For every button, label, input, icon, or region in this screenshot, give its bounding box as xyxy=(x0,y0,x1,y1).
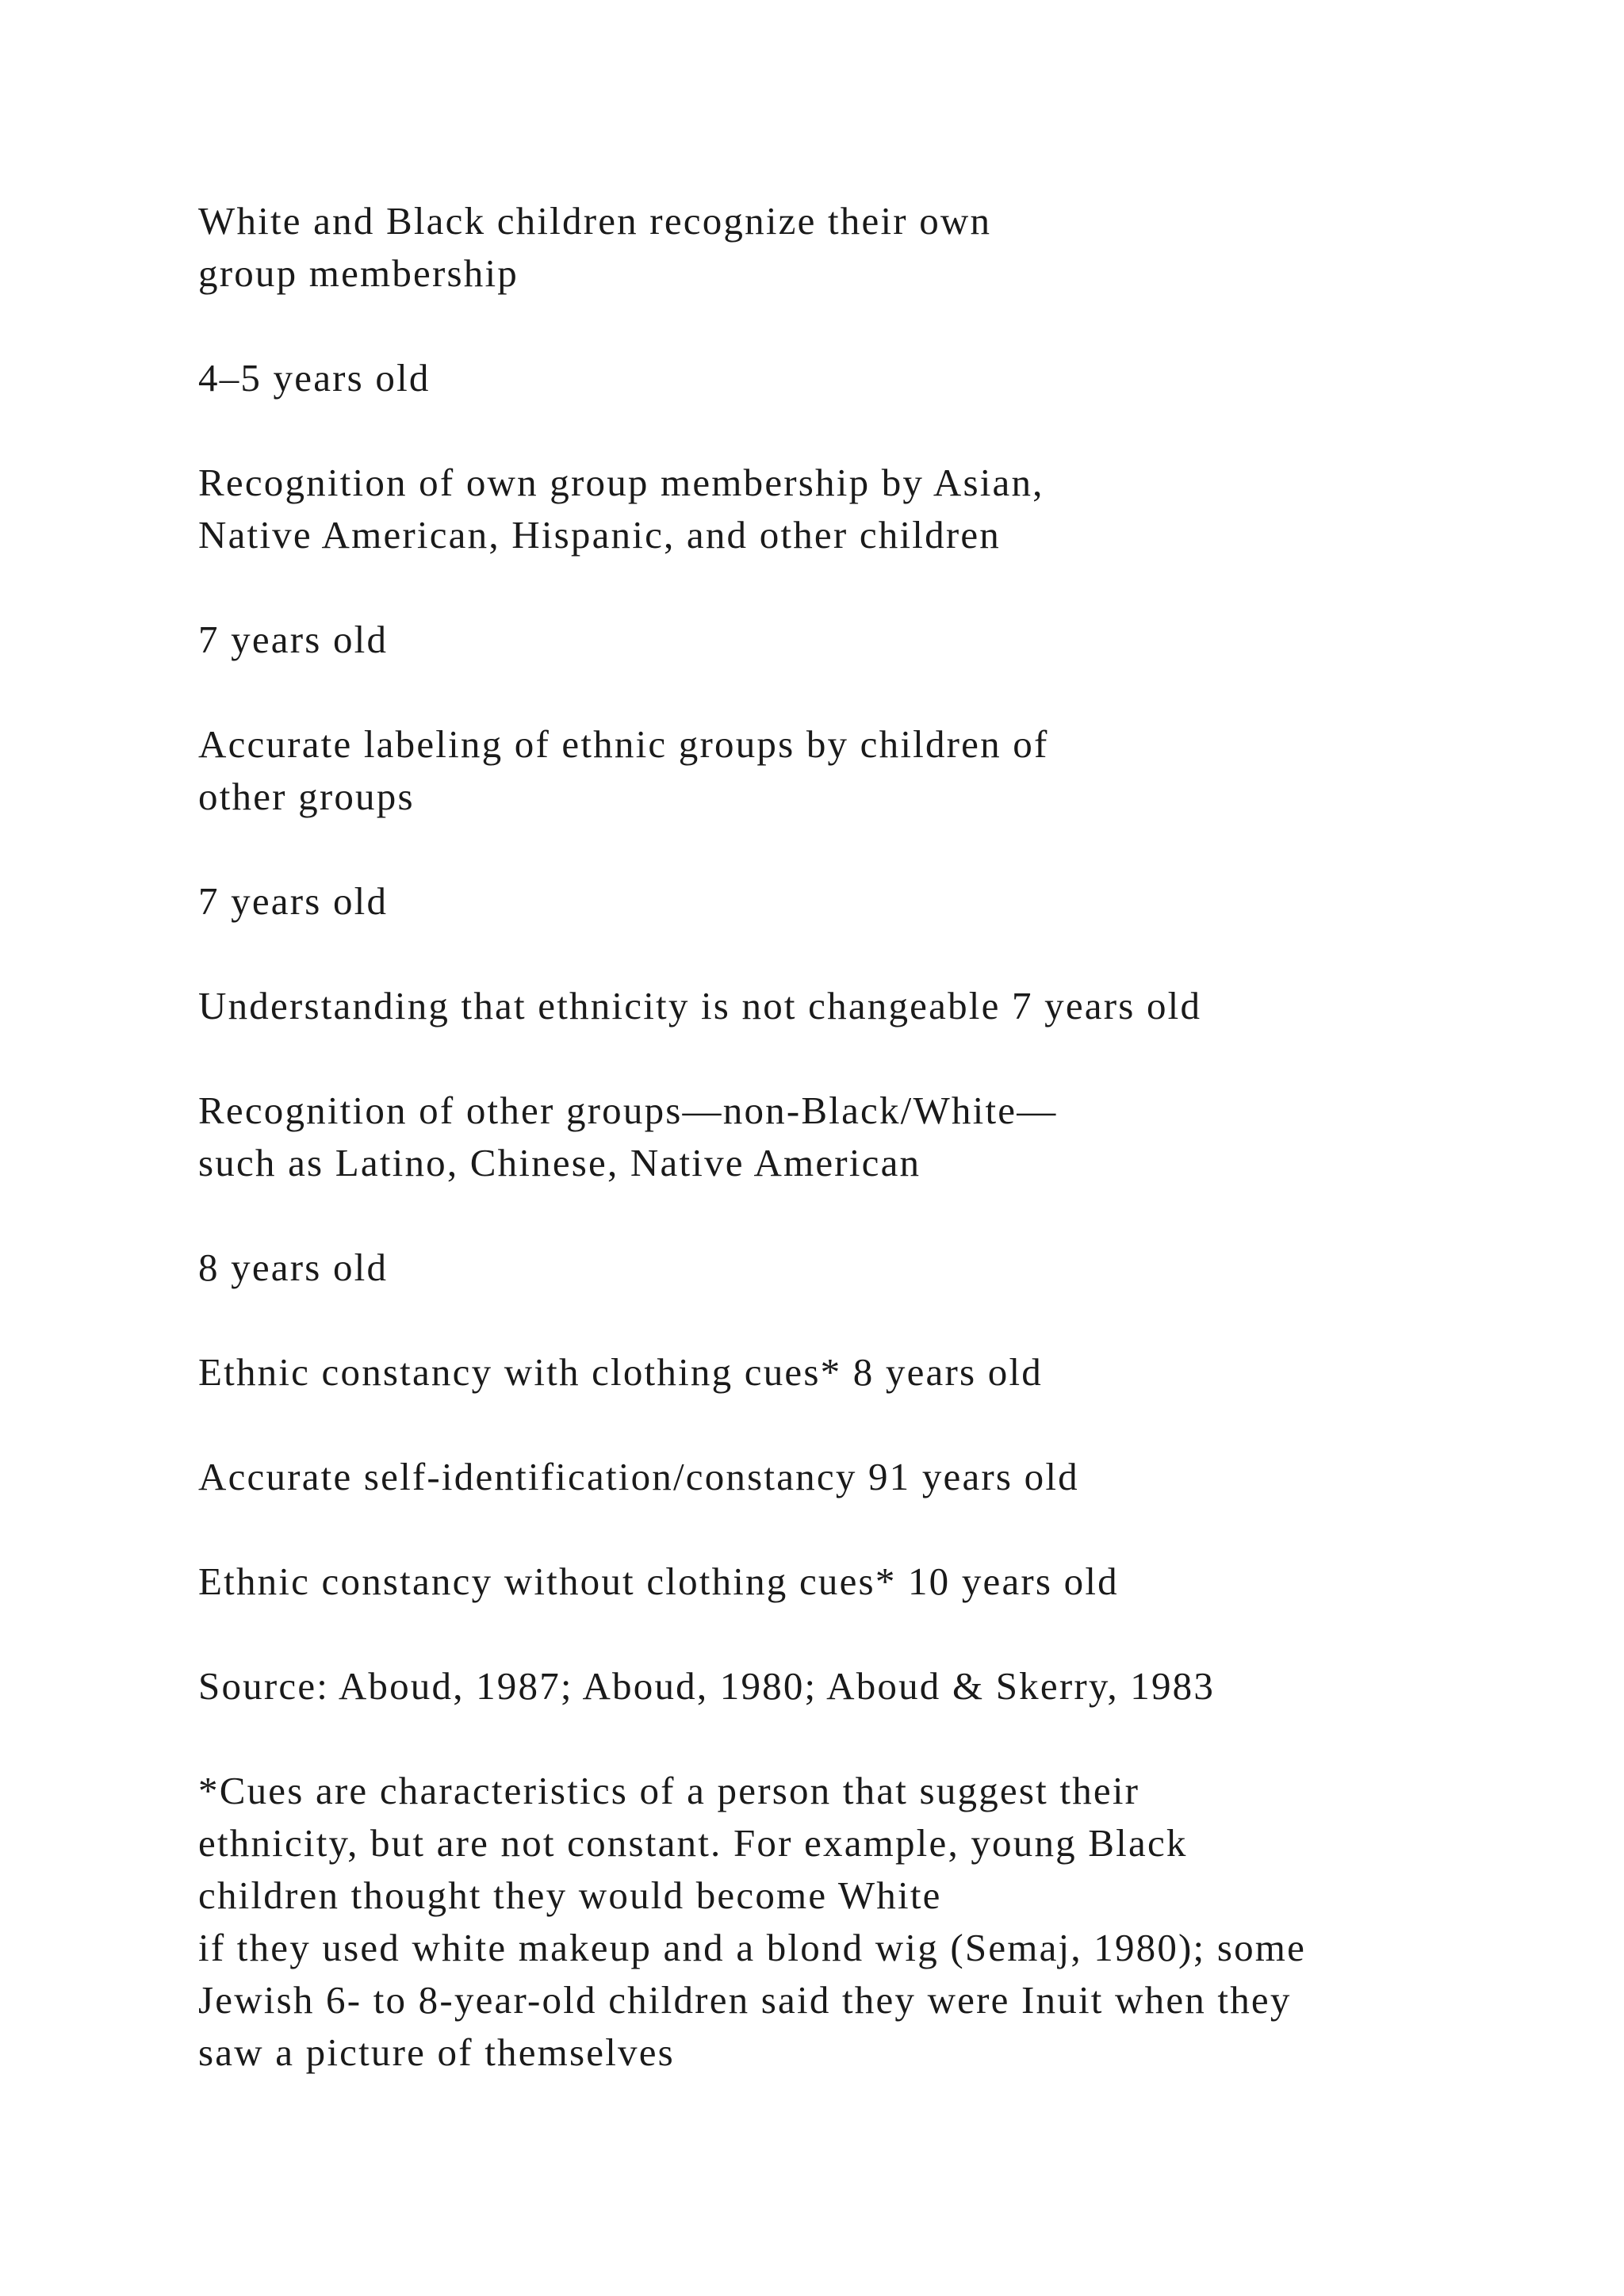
text-line: Source: Aboud, 1987; Aboud, 1980; Aboud & Skerry, 1983 xyxy=(198,1664,1216,1708)
paragraph-age xyxy=(198,352,1546,404)
text-line: Accurate self-identification/constancy 91 years old xyxy=(198,1455,1079,1498)
text-line: 7 years old xyxy=(198,879,389,923)
paragraph-self-identification xyxy=(198,1451,1546,1503)
text-line: Understanding that ethnicity is not changeable 7 years old xyxy=(198,984,1202,1027)
text-line: group membership xyxy=(198,251,519,295)
paragraph-age xyxy=(198,614,1546,666)
document-body xyxy=(198,195,1546,2131)
text-line: *Cues are characteristics of a person that suggest their xyxy=(198,1769,1140,1812)
text-line: other groups xyxy=(198,775,415,818)
paragraph-age xyxy=(198,875,1546,928)
paragraph-age xyxy=(198,1242,1546,1294)
text-line: saw a picture of themselves xyxy=(198,2030,675,2074)
paragraph-own-group-white-black xyxy=(198,195,1546,300)
paragraph-ethnicity-not-changeable xyxy=(198,980,1546,1032)
paragraph-constancy-with-cues xyxy=(198,1346,1546,1399)
text-line: Ethnic constancy with clothing cues* 8 years old xyxy=(198,1350,1043,1394)
text-line: 8 years old xyxy=(198,1246,389,1289)
paragraph-constancy-without-cues xyxy=(198,1556,1546,1608)
paragraph-accurate-labeling xyxy=(198,718,1546,823)
text-line: Accurate labeling of ethnic groups by children of xyxy=(198,722,1049,766)
text-line: if they used white makeup and a blond wig (Semaj, 1980); some xyxy=(198,1926,1307,1969)
paragraph-recognition-other-groups xyxy=(198,1085,1546,1189)
text-line: Recognition of own group membership by Asian, xyxy=(198,461,1044,504)
text-line: such as Latino, Chinese, Native American xyxy=(198,1141,921,1184)
footnote-cues xyxy=(198,1765,1546,2079)
text-line: ethnicity, but are not constant. For example, young Black xyxy=(198,1821,1188,1865)
text-line: Jewish 6- to 8-year-old children said they were Inuit when they xyxy=(198,1978,1292,2022)
text-line: children thought they would become White xyxy=(198,1873,942,1917)
text-line: 7 years old xyxy=(198,618,389,661)
text-line: White and Black children recognize their own xyxy=(198,199,992,243)
source-citation xyxy=(198,1660,1546,1712)
text-line: Ethnic constancy without clothing cues* 10 years old xyxy=(198,1559,1119,1603)
paragraph-own-group-other-children xyxy=(198,457,1546,561)
text-line: 4–5 years old xyxy=(198,356,431,400)
text-line: Recognition of other groups—non-Black/White— xyxy=(198,1089,1058,1132)
text-line: Native American, Hispanic, and other children xyxy=(198,513,1001,557)
